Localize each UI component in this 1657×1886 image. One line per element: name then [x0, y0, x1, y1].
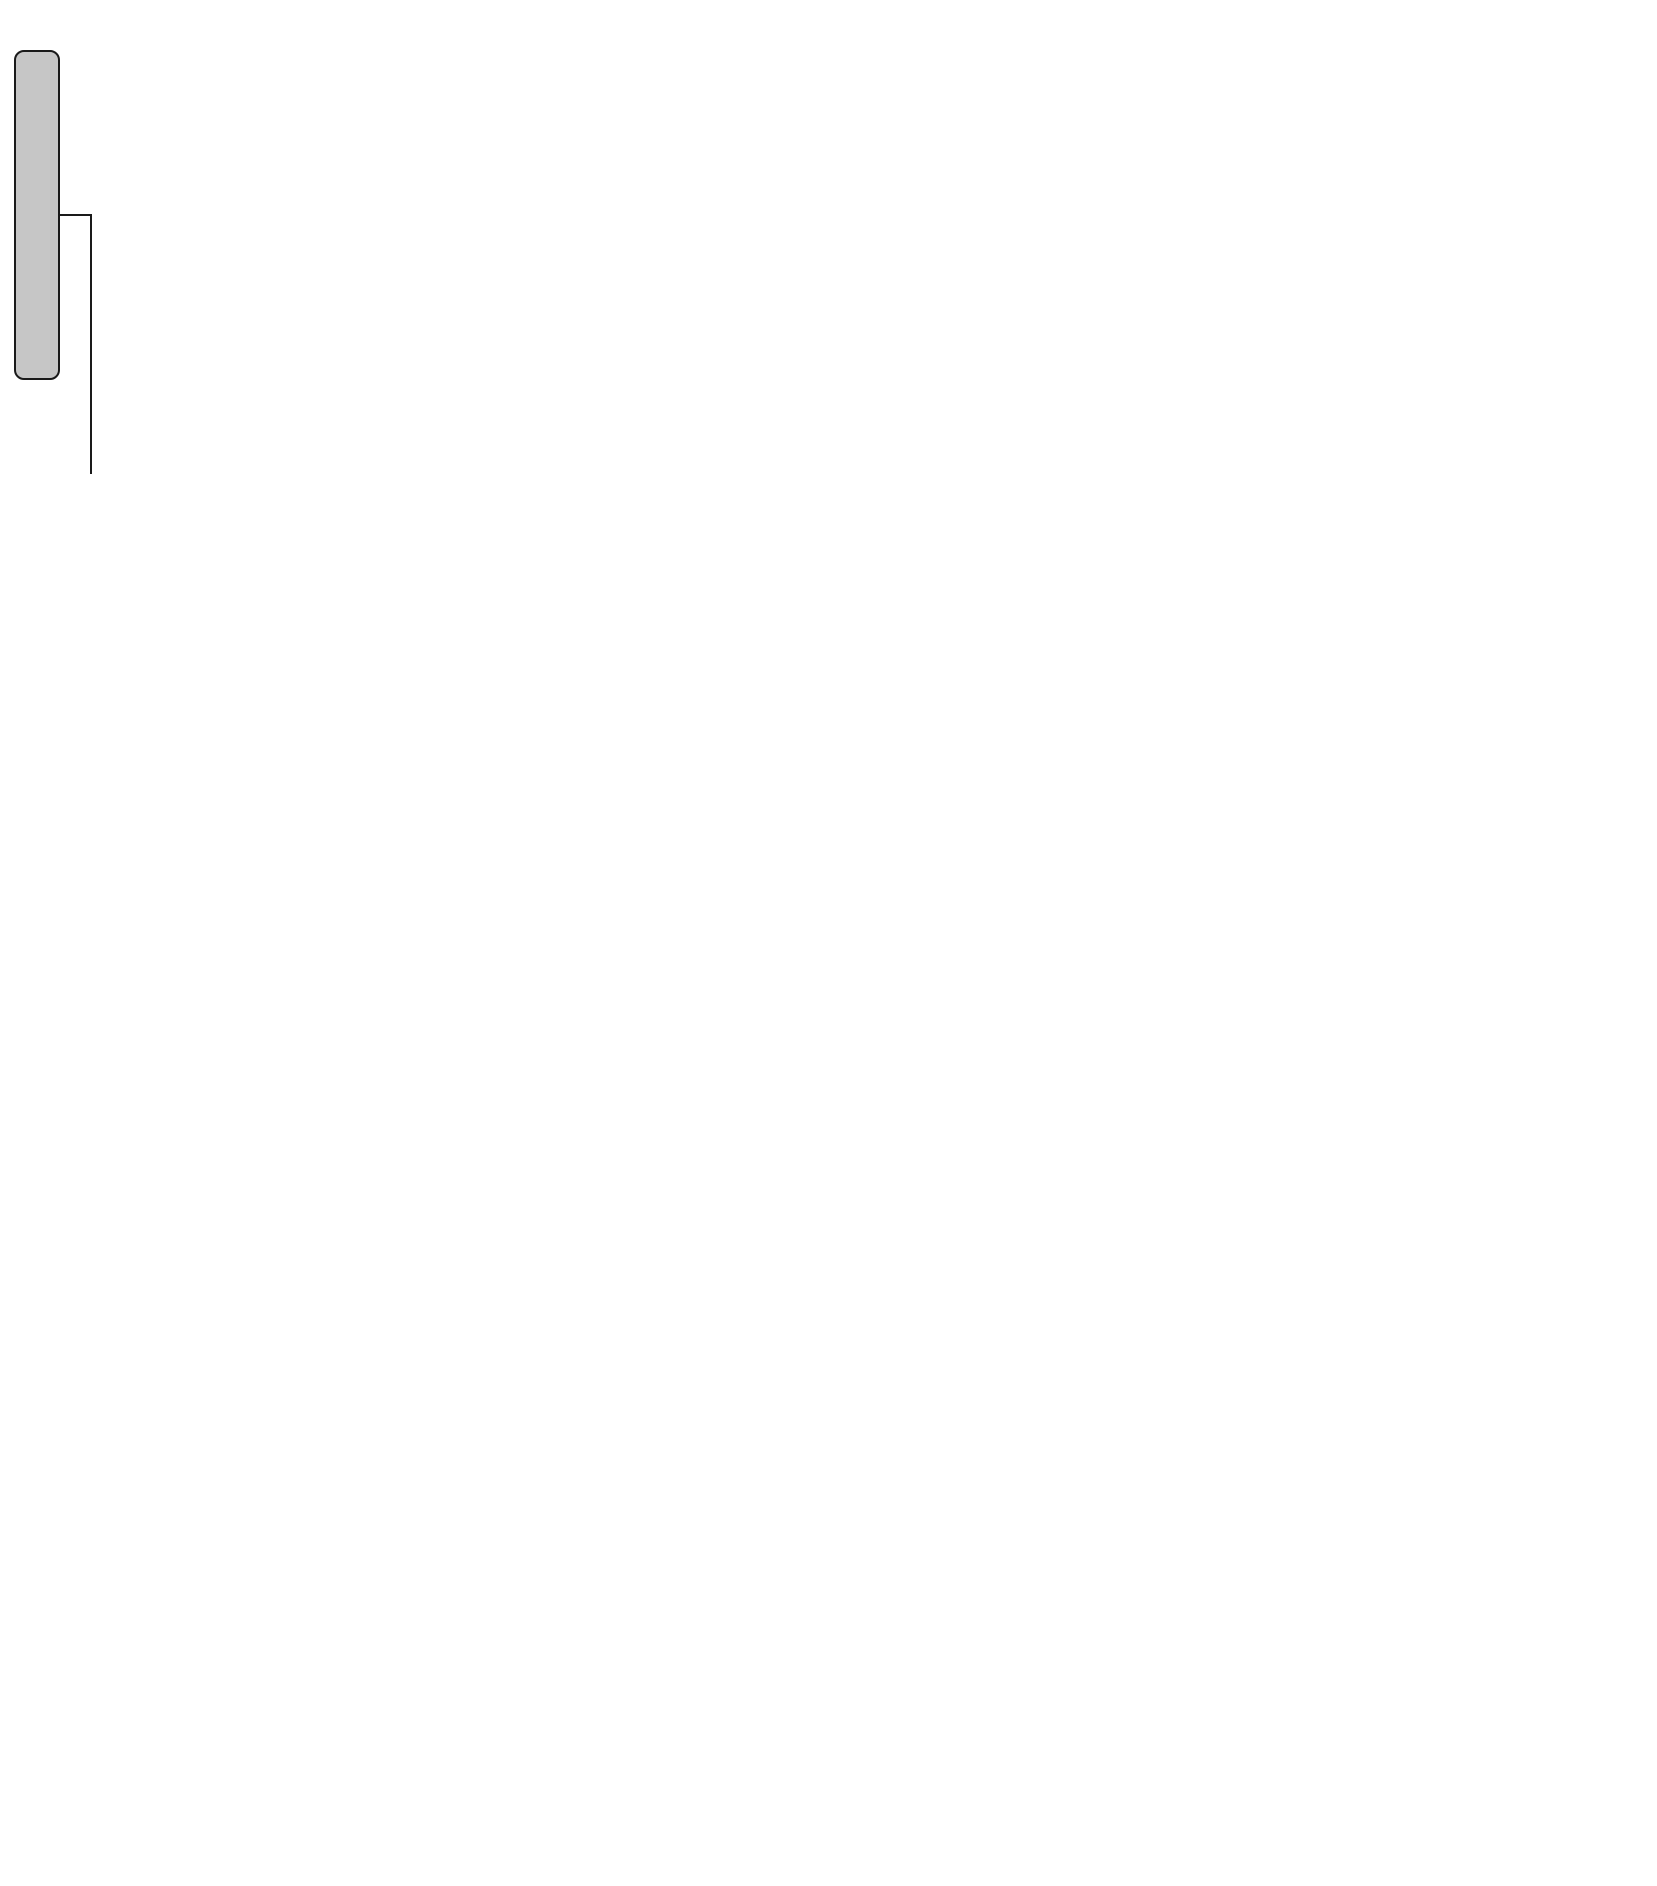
figure-caption	[12, 382, 1643, 414]
taxonomy-tree	[12, 12, 1643, 352]
tree-root-node	[14, 50, 60, 380]
figure-tag	[12, 385, 30, 409]
connector-root-spine	[90, 214, 92, 474]
connector-root-stub	[58, 214, 92, 216]
figure-1	[12, 12, 1643, 414]
